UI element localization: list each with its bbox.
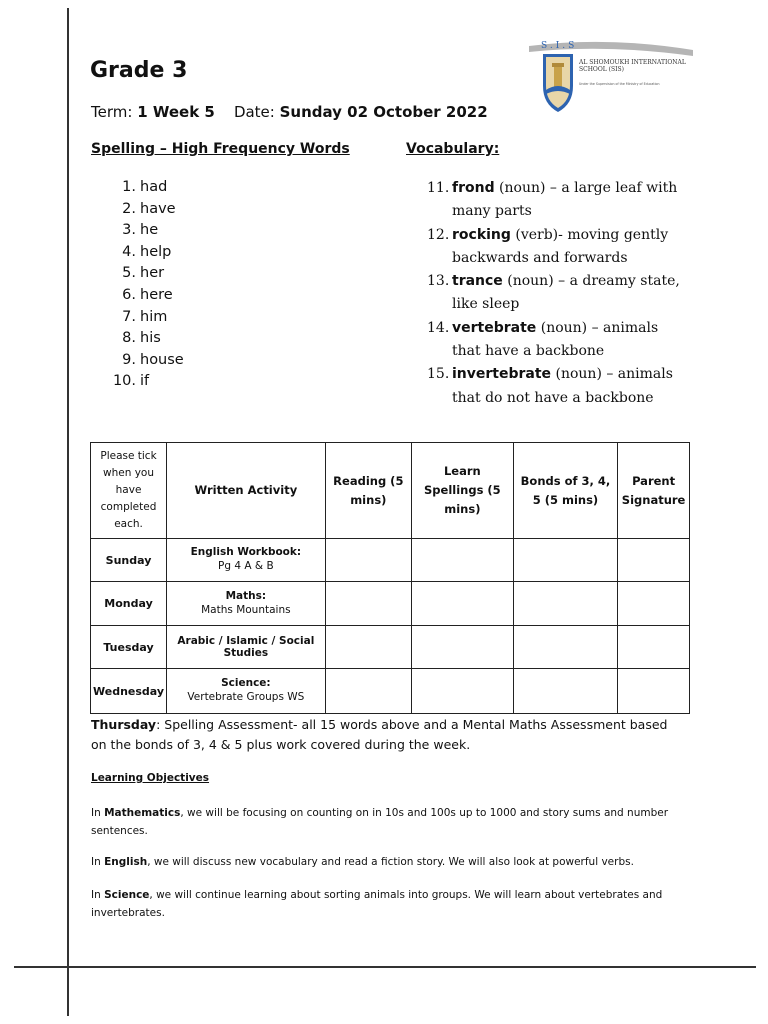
spelling-list xyxy=(112,177,184,393)
item-number: 1. xyxy=(122,179,136,195)
header-learn-spellings: Learn Spellings (5 mins) xyxy=(411,443,513,539)
spelling-word: here xyxy=(140,286,173,303)
vocab-term: invertebrate xyxy=(452,366,552,383)
term-value: 1 Week 5 xyxy=(137,103,215,121)
vocab-definition: (verb)- moving gently backwards and forwards xyxy=(452,226,669,266)
vocabulary-heading: Vocabulary: xyxy=(406,141,500,157)
item-number: 15. xyxy=(427,366,450,383)
activity-task: Vertebrate Groups WS xyxy=(187,691,305,703)
school-crest-icon xyxy=(527,38,695,120)
list-item xyxy=(427,317,687,364)
list-item xyxy=(112,328,184,350)
thursday-label: Thursday xyxy=(91,717,157,732)
objective-subject: Mathematics xyxy=(104,807,181,819)
list-item xyxy=(427,224,687,271)
item-number: 13. xyxy=(427,273,450,290)
activity-task: Pg 4 A & B xyxy=(218,560,274,572)
spellings-checkbox-cell[interactable] xyxy=(411,669,513,714)
svg-text:S.I.S: S.I.S xyxy=(541,41,578,51)
spelling-word: him xyxy=(140,308,168,325)
header-written-activity: Written Activity xyxy=(167,443,326,539)
header-bonds: Bonds of 3, 4, 5 (5 mins) xyxy=(513,443,617,539)
item-number: 11. xyxy=(427,180,450,196)
activity-task: Maths Mountains xyxy=(201,603,291,616)
objective-prefix: In xyxy=(91,807,105,819)
spelling-word: have xyxy=(140,200,176,217)
day-cell: Tuesday xyxy=(91,626,167,669)
table-row xyxy=(91,582,690,626)
list-item xyxy=(112,220,184,242)
objective-prefix: In xyxy=(91,856,105,868)
day-cell: Wednesday xyxy=(91,669,167,714)
bonds-checkbox-cell[interactable] xyxy=(513,669,617,714)
objective-text: , we will discuss new vocabulary and read a fiction story. We will also look at powerful verbs. xyxy=(147,856,634,868)
activity-subject: Maths: xyxy=(225,589,267,602)
list-item xyxy=(112,263,184,285)
spelling-word: had xyxy=(140,179,168,195)
activity-cell xyxy=(167,539,326,582)
bonds-checkbox-cell[interactable] xyxy=(513,626,617,669)
term-label: Term: xyxy=(91,103,133,121)
spellings-checkbox-cell[interactable] xyxy=(411,626,513,669)
list-item xyxy=(112,371,184,393)
day-cell: Sunday xyxy=(91,539,167,582)
list-item xyxy=(427,363,687,410)
list-item xyxy=(112,285,184,307)
reading-checkbox-cell[interactable] xyxy=(325,582,411,626)
item-number: 10. xyxy=(112,373,136,390)
spellings-checkbox-cell[interactable] xyxy=(411,582,513,626)
spelling-word: if xyxy=(140,373,150,390)
reading-checkbox-cell[interactable] xyxy=(325,539,411,582)
item-number: 6. xyxy=(122,286,136,303)
objective-subject: Science xyxy=(104,889,150,901)
item-number: 5. xyxy=(122,265,136,282)
activity-cell xyxy=(167,626,326,669)
thursday-note xyxy=(91,715,671,754)
svg-text:AL SHOMOUKH INTERNATIONAL: AL SHOMOUKH INTERNATIONAL xyxy=(579,59,686,66)
header-parent-signature: Parent Signature xyxy=(618,443,690,539)
objective-text: , we will continue learning about sorting animals into groups. We will learn about vertebrates and invertebrates. xyxy=(91,889,663,919)
margin-line-vertical xyxy=(67,8,69,1016)
homework-table xyxy=(90,442,690,714)
svg-text:SCHOOL (SIS): SCHOOL (SIS) xyxy=(579,66,624,73)
vocab-definition: (noun) – animals that have a backbone xyxy=(452,319,659,360)
reading-checkbox-cell[interactable] xyxy=(325,669,411,714)
list-item xyxy=(112,242,184,264)
item-number: 7. xyxy=(122,308,136,325)
vocab-term: frond xyxy=(452,180,495,196)
item-number: 4. xyxy=(122,243,136,260)
objective-prefix: In xyxy=(91,889,105,901)
item-number: 3. xyxy=(122,222,136,239)
english-objective xyxy=(91,853,671,871)
vocab-term: trance xyxy=(452,273,503,290)
table-row xyxy=(91,539,690,582)
vocabulary-list xyxy=(427,177,687,410)
item-number: 2. xyxy=(122,200,136,217)
activity-subject: Science: xyxy=(221,677,271,689)
signature-cell[interactable] xyxy=(618,539,690,582)
list-item xyxy=(112,177,184,199)
spelling-word: help xyxy=(140,243,172,260)
spelling-heading: Spelling – High Frequency Words xyxy=(91,141,350,157)
vocab-definition: (noun) – a dreamy state, like sleep xyxy=(452,273,680,313)
vocab-definition: (noun) – a large leaf with many parts xyxy=(452,180,678,220)
item-number: 8. xyxy=(122,330,136,347)
table-row xyxy=(91,669,690,714)
bonds-checkbox-cell[interactable] xyxy=(513,582,617,626)
signature-cell[interactable] xyxy=(618,626,690,669)
table-header-row xyxy=(91,443,690,539)
objective-text: , we will be focusing on counting on in 10s and 100s up to 1000 and story sums and number sentences. xyxy=(91,807,669,837)
science-objective xyxy=(91,886,671,922)
list-item xyxy=(112,307,184,329)
bonds-checkbox-cell[interactable] xyxy=(513,539,617,582)
vocab-term: vertebrate xyxy=(452,319,537,336)
thursday-text: : Spelling Assessment- all 15 words above and a Mental Maths Assessment based on the bonds of 3, 4 & 5 plus work covered during the week. xyxy=(91,717,668,752)
math-objective xyxy=(91,804,671,840)
vocab-definition: (noun) – animals that do not have a backbone xyxy=(452,366,673,406)
vocab-term: rocking xyxy=(452,226,511,243)
item-number: 9. xyxy=(122,351,136,368)
spelling-word: her xyxy=(140,265,165,282)
signature-cell[interactable] xyxy=(618,582,690,626)
list-item xyxy=(427,270,687,317)
item-number: 12. xyxy=(427,226,450,243)
spelling-word: he xyxy=(140,222,159,239)
reading-checkbox-cell[interactable] xyxy=(325,626,411,669)
activity-cell xyxy=(167,669,326,714)
day-cell: Monday xyxy=(91,582,167,626)
activity-subject: Arabic / Islamic / Social Studies xyxy=(177,635,315,659)
header-reading: Reading (5 mins) xyxy=(325,443,411,539)
objective-subject: English xyxy=(104,856,148,868)
spelling-word: his xyxy=(140,330,161,347)
list-item xyxy=(112,199,184,221)
term-date-line xyxy=(91,103,488,121)
margin-line-horizontal xyxy=(14,966,756,968)
signature-cell[interactable] xyxy=(618,669,690,714)
page-title: Grade 3 xyxy=(90,58,188,83)
list-item xyxy=(427,177,687,224)
school-logo xyxy=(527,38,695,120)
activity-subject: English Workbook: xyxy=(190,546,302,558)
item-number: 14. xyxy=(427,319,450,336)
activity-cell xyxy=(167,582,326,626)
table-row xyxy=(91,626,690,669)
learning-objectives-heading: Learning Objectives xyxy=(91,772,210,784)
list-item xyxy=(112,350,184,372)
header-tick: Please tick when you have completed each. xyxy=(91,443,167,539)
svg-text:Under the Supervision of the M: Under the Supervision of the Ministry of Education xyxy=(579,82,660,86)
date-value: Sunday 02 October 2022 xyxy=(279,103,488,121)
spellings-checkbox-cell[interactable] xyxy=(411,539,513,582)
date-label: Date: xyxy=(233,103,275,121)
spelling-word: house xyxy=(140,351,184,368)
